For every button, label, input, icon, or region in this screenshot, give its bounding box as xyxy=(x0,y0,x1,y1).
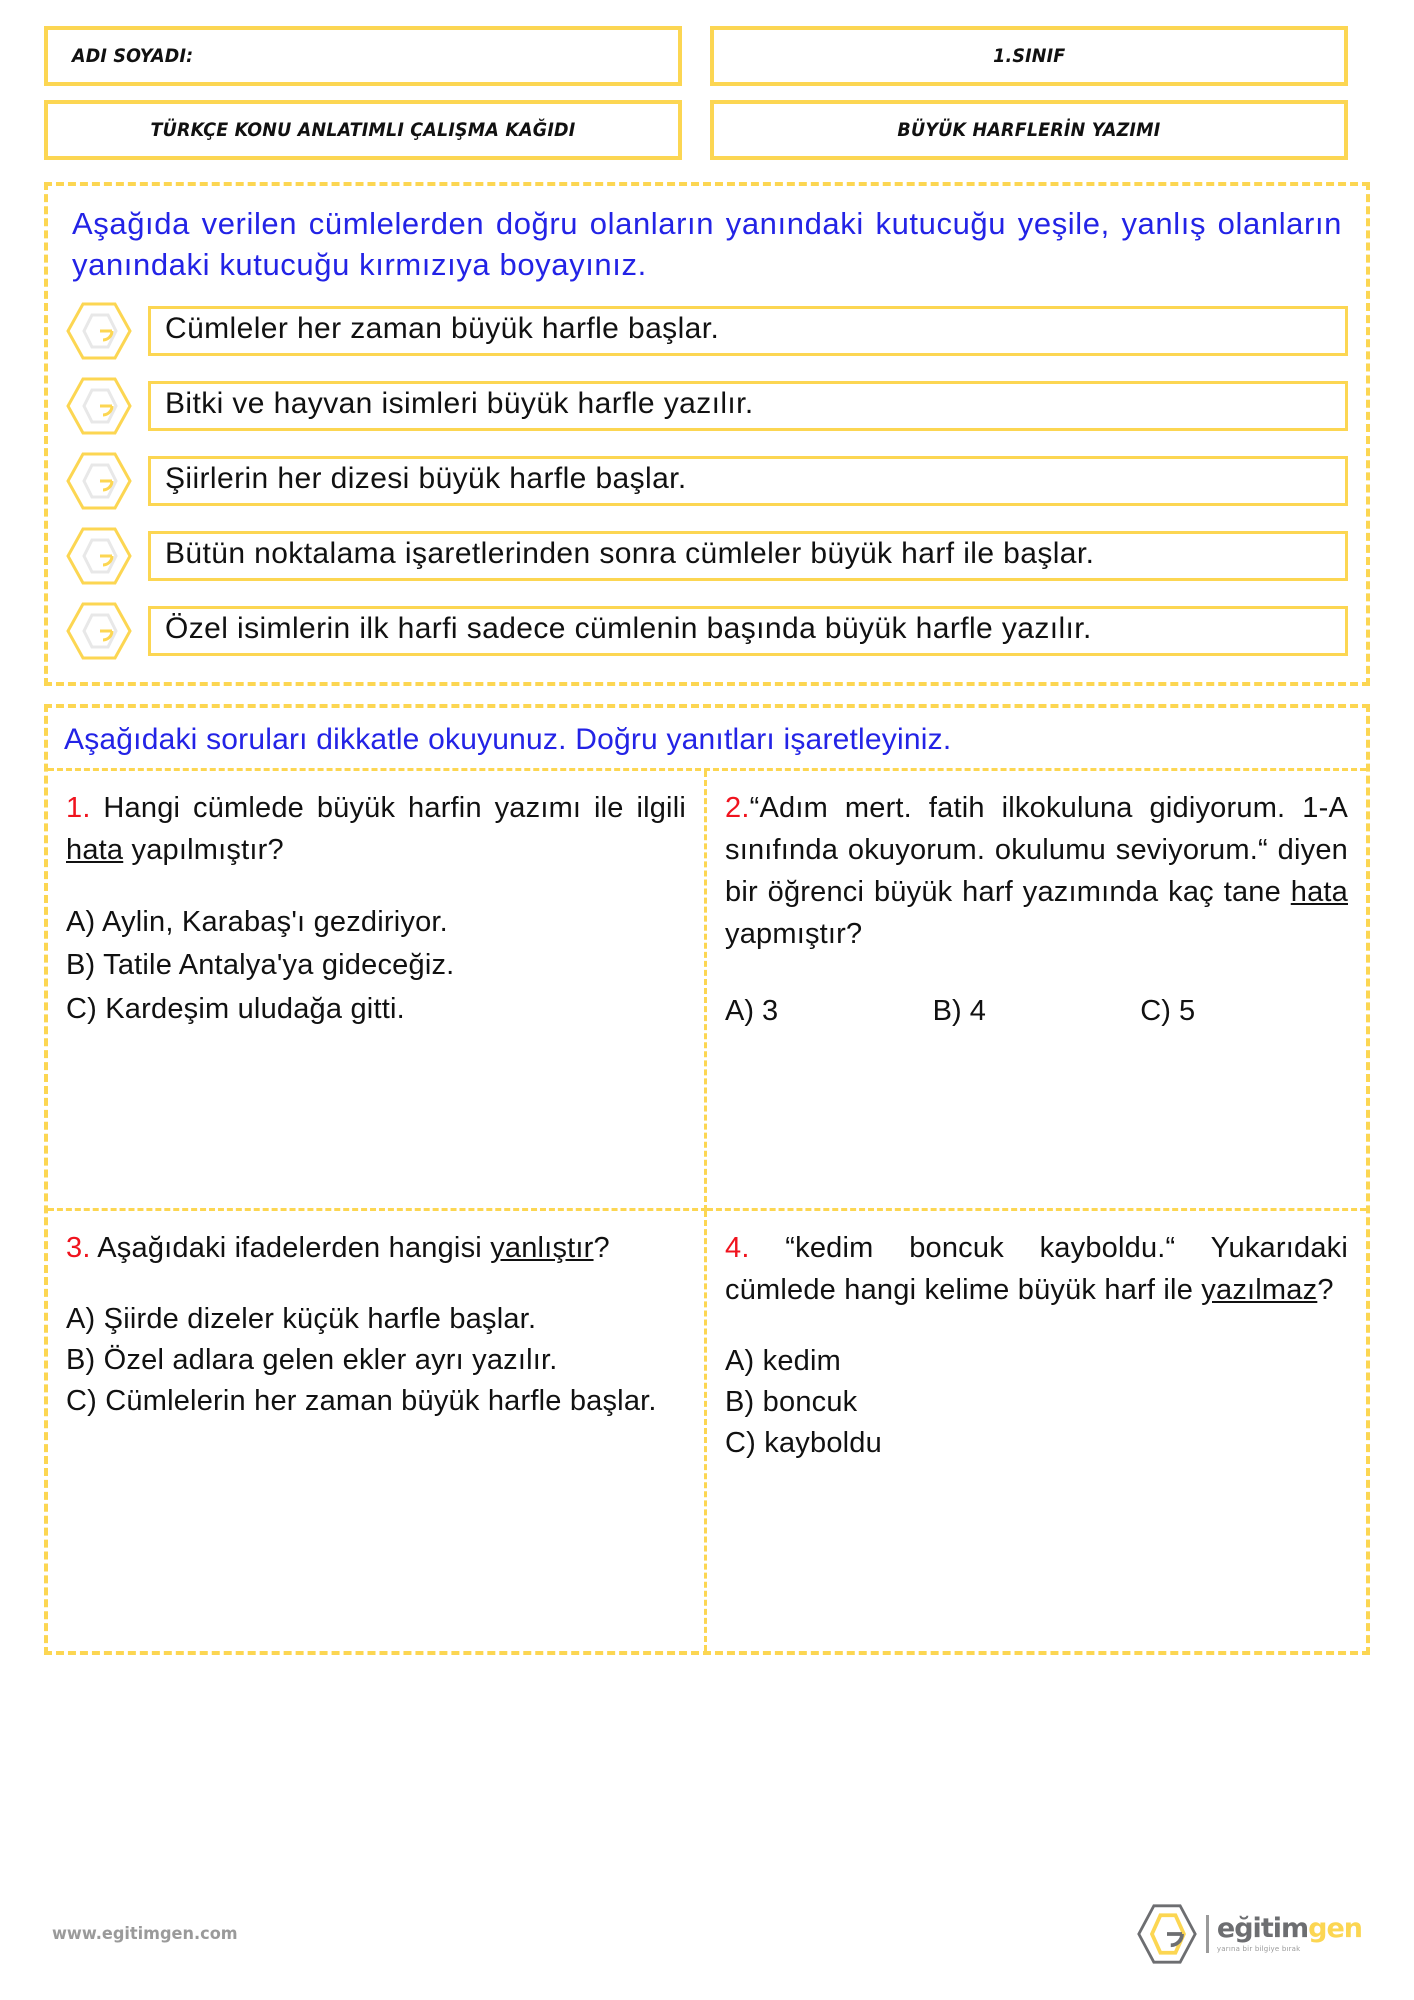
statement-text: Özel isimlerin ilk harfi sadece cümlenin başında büyük harfle yazılır. xyxy=(165,612,1092,646)
question-options-4 xyxy=(725,1341,1348,1465)
coloring-instruction: Aşağıda verilen cümlelerden doğru olanların yanındaki kutucuğu yeşile, yanlış olanların yanındaki kutucuğu kırmızıya boyayınız. xyxy=(72,206,1342,282)
brand-tagline: yarına bir bilgiye bırak xyxy=(1216,1945,1301,1953)
question-number-3: 3. xyxy=(66,1231,91,1264)
worksheet-type-box xyxy=(44,100,682,160)
grade-box xyxy=(710,26,1348,86)
question-options-3 xyxy=(66,1299,686,1423)
question-stem-3 xyxy=(66,1227,686,1269)
option-item[interactable]: C) 5 xyxy=(1140,995,1196,1027)
option-item[interactable]: C) Cümlelerin her zaman büyük harfle başlar. xyxy=(66,1385,657,1418)
brand-wordmark xyxy=(1206,1915,1362,1953)
question-cell-4 xyxy=(707,1211,1366,1651)
statement-text: Şiirlerin her dizesi büyük harfle başlar. xyxy=(165,462,687,496)
option-item[interactable]: A) Aylin, Karabaş'ı gezdiriyor. xyxy=(66,905,448,938)
question-stem-4-part2: ? xyxy=(1317,1273,1334,1306)
question-cell-3 xyxy=(48,1211,707,1651)
worksheet-type-label: TÜRKÇE KONU ANLATIMLI ÇALIŞMA KAĞIDI xyxy=(150,119,576,141)
name-label: ADI SOYADI: xyxy=(72,45,194,67)
hexagon-checkbox-icon[interactable] xyxy=(66,302,132,360)
brand-logo xyxy=(1136,1903,1362,1965)
questions-section xyxy=(44,704,1370,1655)
question-stem-4 xyxy=(725,1227,1348,1311)
option-item[interactable]: B) Özel adlara gelen ekler ayrı yazılır. xyxy=(66,1344,558,1377)
question-cell-1 xyxy=(48,771,707,1211)
page-footer xyxy=(0,1894,1414,1974)
hexagon-checkbox-icon[interactable] xyxy=(66,602,132,660)
topic-label: BÜYÜK HARFLERİN YAZIMI xyxy=(897,119,1161,141)
question-stem-2-keyword: hata xyxy=(1290,875,1348,908)
option-item[interactable]: B) boncuk xyxy=(725,1386,858,1419)
statement-text: Bütün noktalama işaretlerinden sonra cümleler büyük harf ile başlar. xyxy=(165,537,1095,571)
question-stem-2-part2: yapmıştır? xyxy=(725,917,863,950)
option-item[interactable]: A) 3 xyxy=(725,995,779,1027)
worksheet-header xyxy=(0,0,1414,160)
question-number-2: 2. xyxy=(725,791,750,824)
option-item[interactable]: A) Şiirde dizeler küçük harfle başlar. xyxy=(66,1302,537,1335)
brand-name-part2: gen xyxy=(1308,1913,1362,1944)
question-options-2 xyxy=(725,995,1348,1028)
statement-row xyxy=(66,377,1348,435)
brand-name-part1: eğitim xyxy=(1216,1913,1309,1944)
question-stem-1-part2: yapılmıştır? xyxy=(123,833,284,866)
question-cell-2 xyxy=(707,771,1366,1211)
option-item[interactable]: A) kedim xyxy=(725,1344,842,1377)
question-stem-3-part2: ? xyxy=(593,1231,610,1264)
grade-label: 1.SINIF xyxy=(992,45,1066,67)
hexagon-logo-icon xyxy=(1136,1903,1198,1965)
topic-box xyxy=(710,100,1348,160)
statement-box xyxy=(148,381,1348,431)
statement-box xyxy=(148,531,1348,581)
question-stem-1-part1: Hangi cümlede büyük harfin yazımı ile ilgili xyxy=(90,791,686,824)
statement-text: Bitki ve hayvan isimleri büyük harfle yazılır. xyxy=(165,387,754,421)
brand-name xyxy=(1217,1915,1362,1942)
option-item[interactable]: B) Tatile Antalya'ya gideceğiz. xyxy=(66,949,455,982)
question-number-1: 1. xyxy=(66,791,91,824)
hexagon-checkbox-icon[interactable] xyxy=(66,452,132,510)
statement-box xyxy=(148,456,1348,506)
statement-box xyxy=(148,306,1348,356)
option-item[interactable]: C) kayboldu xyxy=(725,1427,882,1460)
question-options-1 xyxy=(66,901,686,1032)
option-item[interactable]: B) 4 xyxy=(932,995,986,1027)
question-stem-2 xyxy=(725,787,1348,955)
statement-row xyxy=(66,602,1348,660)
statement-row xyxy=(66,452,1348,510)
name-field-box[interactable] xyxy=(44,26,682,86)
statement-row xyxy=(66,527,1348,585)
question-stem-4-keyword: yazılmaz xyxy=(1201,1273,1318,1306)
question-stem-3-part1: Aşağıdaki ifadelerden hangisi xyxy=(90,1231,491,1264)
questions-instruction: Aşağıdaki soruları dikkatle okuyunuz. Doğru yanıtları işaretleyiniz. xyxy=(64,722,952,756)
question-stem-1 xyxy=(66,787,686,871)
statement-list xyxy=(66,302,1348,660)
hexagon-checkbox-icon[interactable] xyxy=(66,527,132,585)
coloring-activity-section xyxy=(44,182,1370,686)
question-stem-3-keyword: yanlıştır xyxy=(490,1231,594,1264)
question-number-4: 4. xyxy=(725,1231,750,1264)
question-stem-4-part1: “kedim boncuk kayboldu.“ Yukarıdaki cümlede hangi kelime büyük harf ile xyxy=(725,1231,1348,1306)
website-url[interactable]: www.egitimgen.com xyxy=(52,1924,238,1944)
header-row-1 xyxy=(44,26,1370,86)
header-row-2 xyxy=(44,100,1370,160)
statement-row xyxy=(66,302,1348,360)
question-stem-1-keyword: hata xyxy=(66,833,124,866)
questions-grid xyxy=(48,768,1366,1651)
hexagon-checkbox-icon[interactable] xyxy=(66,377,132,435)
question-stem-2-part1: “Adım mert. fatih ilkokuluna gidiyorum. 1-A sınıfında okuyorum. okulumu seviyorum.“ diyen bir öğrenci büyük harf yazımında kaç tane xyxy=(725,791,1348,908)
statement-text: Cümleler her zaman büyük harfle başlar. xyxy=(165,312,720,346)
option-item[interactable]: C) Kardeşim uludağa gitti. xyxy=(66,992,405,1025)
statement-box xyxy=(148,606,1348,656)
